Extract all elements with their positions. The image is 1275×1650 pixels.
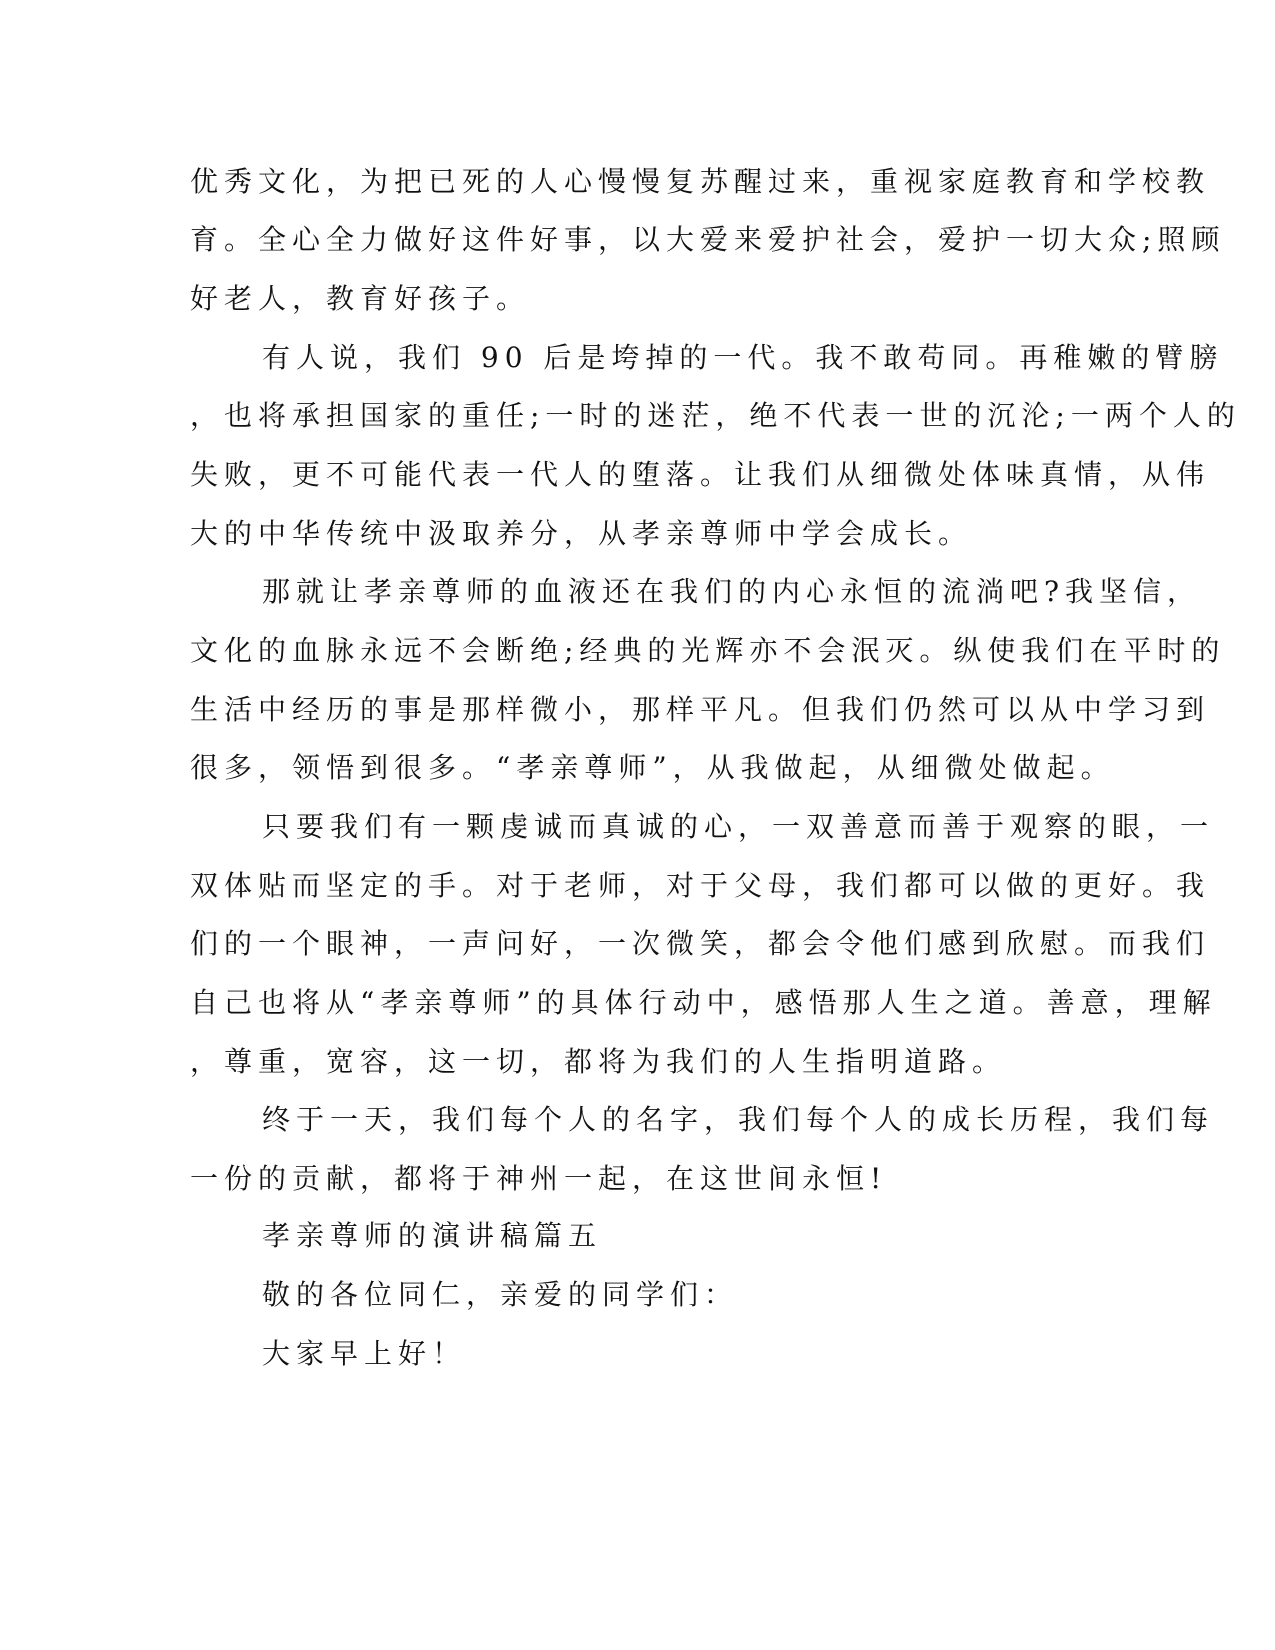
greeting: 大家早上好！ [262, 1337, 467, 1370]
paragraph-start: 有人说，我们 90 后是垮掉的一代。我不敢苟同。再稚嫩的臂膀 [262, 341, 1224, 374]
text-line: 大的中华传统中汲取养分，从孝亲尊师中学会成长。 [190, 517, 973, 550]
text-line: 双体贴而坚定的手。对于老师，对于父母，我们都可以做的更好。我 [190, 869, 1211, 902]
text-line: 很多，领悟到很多。“孝亲尊师”，从我做起，从细微处做起。 [190, 751, 1115, 784]
text-line: 一份的贡献，都将于神州一起，在这世间永恒! [190, 1162, 888, 1195]
text-line: ，也将承担国家的重任;一时的迷茫，绝不代表一世的沉沦;一两个人的 [190, 399, 1241, 432]
text-line: 优秀文化，为把已死的人心慢慢复苏醒过来，重视家庭教育和学校教 [190, 165, 1211, 198]
paragraph-start: 终于一天，我们每个人的名字，我们每个人的成长历程，我们每 [262, 1103, 1215, 1136]
text-line: 好老人，教育好孩子。 [190, 282, 531, 315]
text-line: 们的一个眼神，一声问好，一次微笑，都会令他们感到欣慰。而我们 [190, 927, 1211, 960]
paragraph-start: 那就让孝亲尊师的血液还在我们的内心永恒的流淌吧?我坚信， [262, 575, 1202, 608]
text-line: 生活中经历的事是那样微小，那样平凡。但我们仍然可以从中学习到 [190, 693, 1211, 726]
text-line: 育。全心全力做好这件好事，以大爱来爱护社会，爱护一切大众;照顾 [190, 223, 1226, 256]
text-line: 失败，更不可能代表一代人的堕落。让我们从细微处体味真情，从伟 [190, 458, 1211, 491]
text-line: 文化的血脉永远不会断绝;经典的光辉亦不会泯灭。纵使我们在平时的 [190, 634, 1226, 667]
text-line: 自己也将从“孝亲尊师”的具体行动中，感悟那人生之道。善意，理解 [190, 986, 1217, 1019]
salutation: 敬的各位同仁，亲爱的同学们： [262, 1278, 739, 1311]
paragraph-start: 只要我们有一颗虔诚而真诚的心，一双善意而善于观察的眼，一 [262, 810, 1215, 843]
section-title: 孝亲尊师的演讲稿篇五 [262, 1219, 603, 1252]
text-line: ，尊重，宽容，这一切，都将为我们的人生指明道路。 [190, 1045, 1007, 1078]
